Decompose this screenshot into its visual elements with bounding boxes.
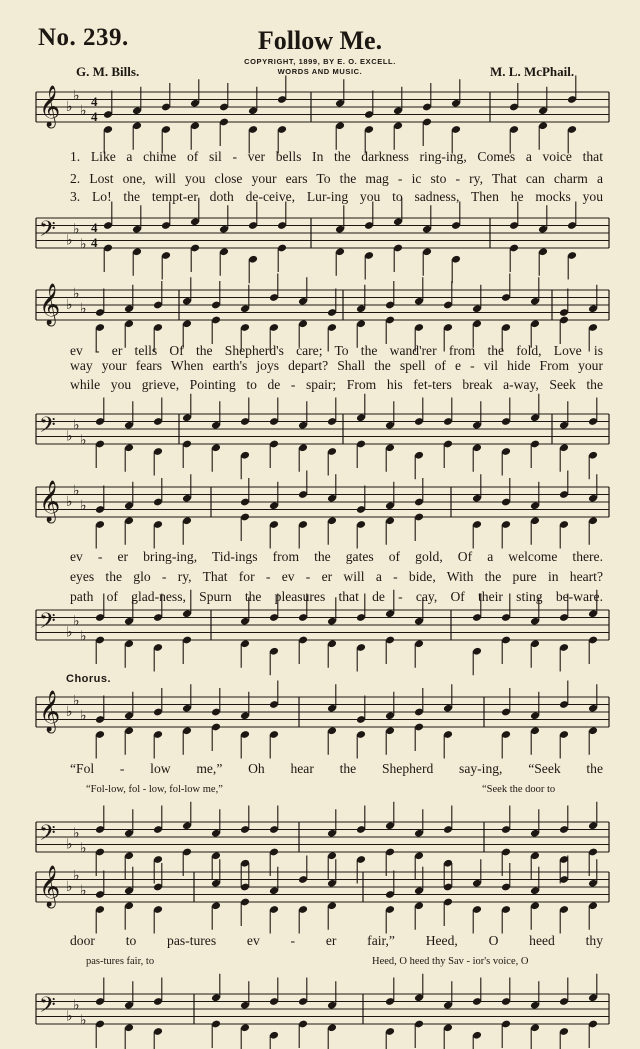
hymn-title: Follow Me. <box>257 26 383 55</box>
hymn-number: No. 239. <box>38 24 129 51</box>
flat-sign-icon: ♭ <box>73 221 80 238</box>
flat-sign-icon: ♭ <box>73 482 80 499</box>
bass-clef-icon: 𝄢 <box>39 413 56 443</box>
flat-sign-icon: ♭ <box>66 428 73 445</box>
flat-sign-icon: ♭ <box>66 232 73 249</box>
treble-clef-icon: 𝄞 <box>39 866 61 907</box>
verse-3-line-1: 3. Lo! the tempt-er doth de-ceive, Lur-ing you to sadness, Then he mocks you <box>70 189 603 204</box>
chorus-bass-line-2-right: Heed, O heed thy Sav - ior's voice, O <box>372 956 529 967</box>
flat-sign-icon: ♭ <box>66 624 73 641</box>
author-credit: M. L. McPhail. <box>490 64 575 79</box>
flat-sign-icon: ♭ <box>80 882 87 899</box>
flat-sign-icon: ♭ <box>73 692 80 709</box>
time-signature-top: 4 <box>91 94 98 109</box>
verse-2-line-2: way your fears When earth's joys depart? Shall the spell of e - vil hide From your <box>70 358 603 373</box>
flat-sign-icon: ♭ <box>73 417 80 434</box>
flat-sign-icon: ♭ <box>66 99 73 115</box>
time-signature-bottom: 4 <box>91 235 98 250</box>
chorus-label: Chorus. <box>66 673 112 685</box>
flat-sign-icon: ♭ <box>80 102 87 119</box>
treble-clef-icon: 𝄞 <box>39 691 61 732</box>
chorus-bass-line-2-left: pas-tures fair, to <box>86 956 155 967</box>
verse-1-line-3: ev - er bring-ing, Tid-ings from the gates of gold, Of a welcome there. <box>70 549 603 564</box>
bass-clef-icon: 𝄢 <box>39 217 56 247</box>
bass-clef-icon: 𝄢 <box>39 821 56 851</box>
treble-clef-icon: 𝄞 <box>39 86 61 127</box>
flat-sign-icon: ♭ <box>80 707 87 724</box>
flat-sign-icon: ♭ <box>66 879 73 895</box>
flat-sign-icon: ♭ <box>80 300 87 317</box>
chorus-bass-line-1-right: “Seek the door to <box>482 784 556 795</box>
flat-sign-icon: ♭ <box>80 628 87 645</box>
flat-sign-icon: ♭ <box>80 840 87 857</box>
flat-sign-icon: ♭ <box>80 236 87 253</box>
treble-clef-icon: 𝄞 <box>39 284 61 325</box>
time-signature-bottom: 4 <box>91 109 98 124</box>
flat-sign-icon: ♭ <box>80 432 87 449</box>
flat-sign-icon: ♭ <box>66 836 73 853</box>
treble-clef-icon: 𝄞 <box>39 481 61 522</box>
verse-1-line-2: ev - er tells Of the Shepherd's care; To the wand'rer from the fold, Love is <box>70 343 603 358</box>
chorus-line-1: “Fol - low me,” Oh hear the Shepherd say-ing, “Seek the <box>70 761 603 776</box>
flat-sign-icon: ♭ <box>73 997 80 1014</box>
verse-1-line-1: 1. Like a chime of sil - ver bells In the darkness ring-ing, Comes a voice that <box>70 149 603 164</box>
chorus-line-2: door to pas-tures ev - er fair,” Heed, O heed thy <box>70 933 603 948</box>
flat-sign-icon: ♭ <box>73 87 80 104</box>
flat-sign-icon: ♭ <box>80 1012 87 1029</box>
time-signature-top: 4 <box>91 220 98 235</box>
words-and-music-line: WORDS AND MUSIC. <box>277 67 363 76</box>
bass-clef-icon: 𝄢 <box>39 609 56 639</box>
flat-sign-icon: ♭ <box>80 497 87 514</box>
flat-sign-icon: ♭ <box>66 1008 73 1025</box>
verse-2-line-3: eyes the glo - ry, That for - ev - er will a - bide, With the pure in heart? <box>70 569 603 584</box>
composer-credit: G. M. Bills. <box>76 64 140 79</box>
copyright-line: COPYRIGHT, 1899, BY E. O. EXCELL. <box>244 57 396 66</box>
flat-sign-icon: ♭ <box>73 867 80 884</box>
verse-3-line-2: while you grieve, Pointing to de - spair; From his fet-ters break a-way, Seek the <box>70 377 603 392</box>
flat-sign-icon: ♭ <box>66 494 73 510</box>
flat-sign-icon: ♭ <box>73 825 80 842</box>
verse-2-line-1: 2. Lost one, will you close your ears To the mag - ic sto - ry, That can charm a <box>70 171 603 186</box>
bass-clef-icon: 𝄢 <box>39 993 56 1023</box>
verse-3-line-3: path of glad-ness, Spurn the pleasures that de - cay, Of their sting be-ware. <box>70 589 603 604</box>
flat-sign-icon: ♭ <box>66 297 73 313</box>
flat-sign-icon: ♭ <box>66 704 73 720</box>
chorus-bass-line-1-left: “Fol-low, fol - low, fol-low me,” <box>86 784 223 795</box>
flat-sign-icon: ♭ <box>73 613 80 630</box>
flat-sign-icon: ♭ <box>73 285 80 302</box>
